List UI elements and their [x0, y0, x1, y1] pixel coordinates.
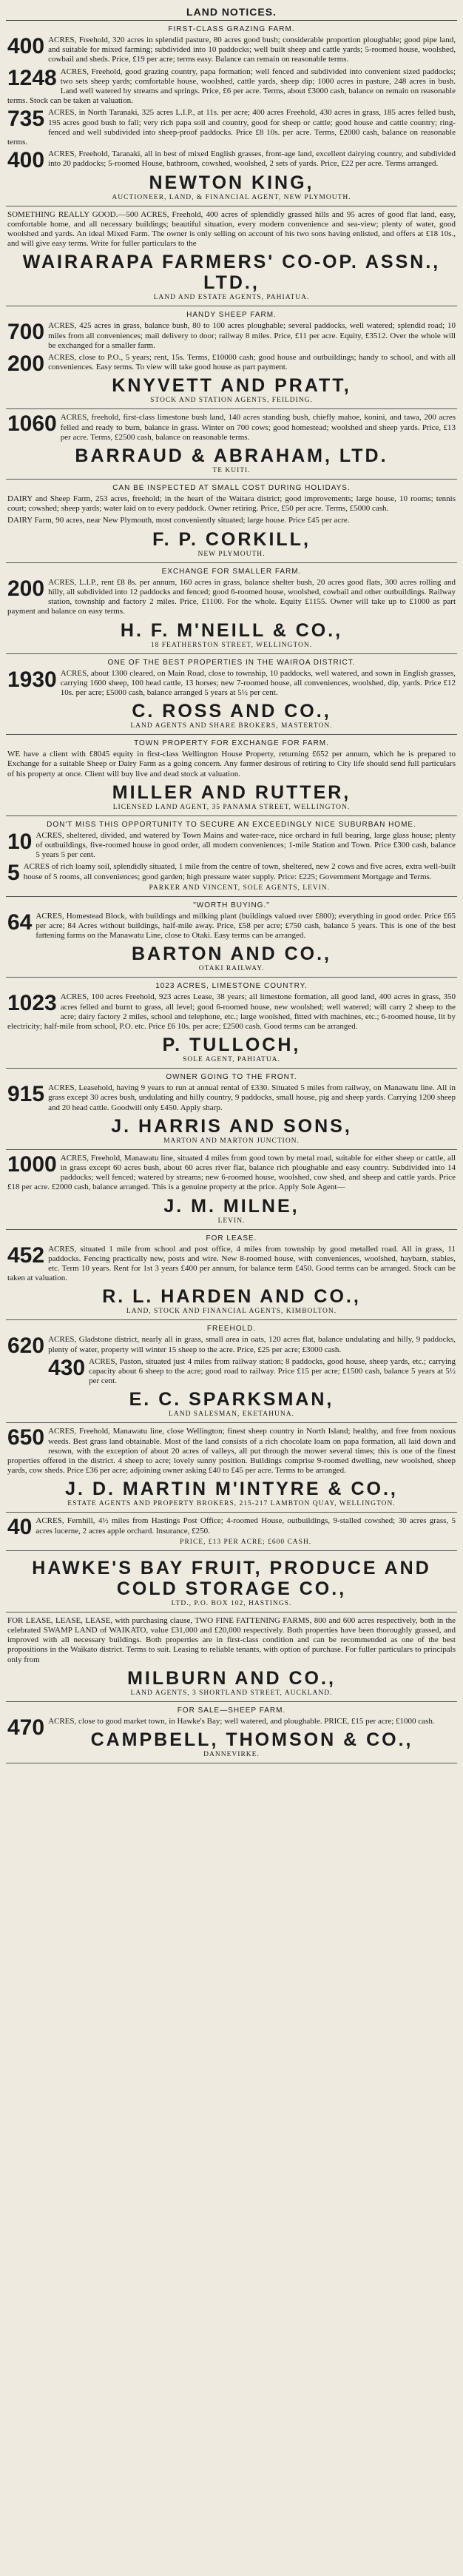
agent-name: J. HARRIS AND SONS,	[111, 1115, 352, 1137]
listing-text: ACRES, Freehold, good grazing country, papa formation; well fenced and subdivided into convenient sized paddocks; two sets sheep yards; comfortable house, woolshed, cattle yards, sheep dip; 1000 acres in pasture, 248 acres in bush. Land well watered by streams and springs. Price, £6 per acre. Terms, about £3000 cash, balance on remain on reasonable terms. Stock can be taken at valuation.	[7, 67, 456, 106]
listing-text: ACRES, close to good market town, in Hawke's Bay; well watered, and ploughable. PRICE, £15 per acre; £1000 cash.	[48, 1716, 435, 1726]
agent-address: LTD., P.O. BOX 102, HASTINGS.	[171, 1599, 292, 1607]
agent-address: AUCTIONEER, LAND, & FINANCIAL AGENT, NEW PLYMOUTH.	[112, 193, 351, 201]
ad-heading: DON'T MISS THIS OPPORTUNITY TO SECURE AN EXCEEDINGLY NICE SUBURBAN HOME.	[47, 820, 416, 829]
listing	[7, 67, 456, 107]
advertisement	[6, 897, 457, 978]
listing-text: ACRES, L.I.P., rent £8 8s. per annum, 160 acres in grass, balance shelter bush, 20 acres good flats, 300 acres rolling and hilly, all subdivided into 12 paddocks and fenced; good 6-roomed house, woolshed, cowbail and other outbuildings. Railway station, township and factory 2 miles. Price, £1100. For the whole. Equity £1155. Owner will take up to £1000 as part payment and balance on easy terms.	[7, 577, 456, 616]
agent-name: H. F. M'NEILL & CO.,	[120, 619, 343, 641]
agent-address: LEVIN.	[217, 1217, 246, 1225]
listing-text: ACRES, 425 acres in grass, balance bush, 80 to 100 acres ploughable; several paddocks, well watered; splendid road; 10 miles from all conveniences; mail delivery to door; railway 8 miles. Price, £11 per acre. Equity, £3512. Over the whole will be exchanged for a smaller farm.	[48, 321, 456, 350]
listing	[7, 861, 456, 886]
listing-acreage: 10	[7, 829, 33, 854]
listing	[7, 831, 456, 861]
listing-text: ACRES, in North Taranaki, 325 acres L.I.P., at 11s. per acre; 400 acres Freehold, 430 acres in grass, 185 acres felled bush, 195 acres good bush to fall; very rich papa soil and country, good for sheep or cattle; good house and cattle country; ring-fenced and well subdivided into sheep-proof paddocks. Price £8 10s. per acre. Terms, £2000 cash, balance on reasonable terms.	[7, 108, 456, 147]
agent-name: MILBURN AND CO.,	[127, 1667, 336, 1689]
listing	[7, 108, 456, 147]
advertisement	[6, 735, 457, 816]
listing	[7, 992, 456, 1032]
listing-text: ACRES, situated 1 mile from school and post office, 4 miles from township by good metalled road. All in grass, 11 paddocks. Fencing practically new, posts and wire. New 8-roomed house, with conveniences, woolshed, haybarn, stables, etc. Term 10 years. Rent for 1st 3 years £400 per annum, for balance term £450. Good terms can be arranged. Stock can be taken at valuation.	[7, 1244, 456, 1283]
advertisement	[6, 1551, 457, 1612]
agent-address: PRICE, £13 PER ACRE; £600 CASH.	[180, 1538, 312, 1546]
advertisement	[6, 480, 457, 563]
agent-address: LICENSED LAND AGENT, 35 PANAMA STREET, WELLINGTON.	[112, 803, 351, 811]
agent-address: LAND AND ESTATE AGENTS, PAHIATUA.	[153, 294, 310, 302]
advertisement	[6, 1612, 457, 1702]
agent-name: HAWKE'S BAY FRUIT, PRODUCE AND COLD STORAGE CO.,	[32, 1557, 431, 1599]
listing-text: ACRES, Leasehold, having 9 years to run at annual rental of £330. Situated 5 miles from railway, on Manawatu line. All in grass except 30 acres bush, undulating and hilly country, 9 paddocks, small house, pig and sheep yards. Carrying 1200 sheep and 20 head cattle. Goodwill only £450. Apply sharp.	[48, 1083, 456, 1112]
listing	[7, 909, 456, 941]
listing	[7, 516, 456, 525]
advertisements	[6, 21, 457, 1763]
listing-acreage: 1000	[7, 1151, 57, 1177]
advertisement	[6, 306, 457, 409]
agent-name: WAIRARAPA FARMERS' CO-OP. ASSN., LTD.,	[22, 252, 441, 294]
listing-text: DAIRY Farm, 90 acres, near New Plymouth, most conveniently situated; large house. Price £45 per acre.	[7, 516, 350, 525]
listing-text: WE have a client with £8045 equity in first-class Wellington House Property, returning £652 per annum, which he is prepared to Exchange for a suitable Sheep or Dairy Farm as a going concern. Any farmer desirous of retiring to City life should send full particulars of his property at once. Client will buy live and dead stock at valuation.	[7, 750, 456, 778]
ad-heading: "WORTH BUYING."	[193, 901, 270, 909]
listing-text: ACRES, 100 acres Freehold, 923 acres Lease, 38 years; all limestone formation, all good land, 400 acres in grass, 350 acres felled and burnt to grass, all level; good 6-roomed house, new woolshed; well watered; will carry 2 sheep to the acre; dairy factory 2 miles, school and telephone, etc.; large woolshed, fitted with machines, etc.; 6-roomed house, lit by electricity; half-mile from school, P.O. etc. Price £6 10s. per acre; £2500 cash. Good terms can be arranged.	[7, 992, 456, 1031]
agent-name: C. ROSS AND CO.,	[132, 701, 331, 722]
ad-heading: CAN BE INSPECTED AT SMALL COST DURING HOLIDAYS.	[112, 484, 351, 493]
advertisement	[6, 1320, 457, 1423]
agent-address: NEW PLYMOUTH.	[197, 550, 266, 558]
listing-text: ACRES, sheltered, divided, and watered by Town Mains and water-race, nice orchard in full bearing, large glass house; plenty of outbuildings, five-roomed house in good order, all modern conveniences; 1-mile Station and Town. Price £300 cash, balance 5 years 5 per cent.	[36, 830, 456, 860]
agent-address: MARTON AND MARTON JUNCTION.	[163, 1137, 300, 1145]
ad-heading: FOR LEASE.	[206, 1234, 257, 1242]
listing	[7, 148, 456, 173]
listing	[7, 321, 456, 351]
ad-heading: EXCHANGE FOR SMALLER FARM.	[161, 567, 302, 576]
listing-acreage: 64	[7, 909, 33, 935]
ad-heading: FREEHOLD.	[206, 1325, 257, 1334]
listing	[7, 1242, 456, 1284]
ad-heading: HANDY SHEEP FARM.	[186, 311, 277, 320]
listing-acreage: 1248	[7, 65, 57, 90]
agent-name: J. D. MARTIN M'INTYRE & CO.,	[65, 1479, 398, 1500]
advertisement	[6, 1150, 457, 1230]
listing-acreage: 400	[7, 34, 45, 58]
agent-address: STOCK AND STATION AGENTS, FEILDING.	[150, 397, 313, 405]
listing	[7, 413, 456, 443]
listing-acreage: 430	[48, 1355, 86, 1380]
advertisement	[6, 21, 457, 206]
ad-heading: FOR SALE—SHEEP FARM.	[177, 1706, 286, 1715]
listing-text: ACRES, Freehold, Manawatu line, close Wellington; finest sheep country in North Island; healthy, and free from noxious weeds. Best grass land obtainable. Most of the land consists of a rich chocolate loam on papa formation, all laid down and resown, with the exception of about 20 acres of valleys, all put through the mower several times; this is one of the finest properties offered in the district. 4 sheep to acre; lovely sunny position. Buildings comprise 9-roomed dwelling, new woolshed, sheep yards, cow sheds. Price £36 per acre; adjoining owner asking £40 to £45 per acre. Terms to be arranged.	[7, 1427, 456, 1476]
listing-text: ACRES, Fernhill, 4½ miles from Hastings Post Office; 4-roomed House, outbuildings, 9-stalled cowshed; 30 acres grass, 5 acres lucerne, 2 acres apple orchard. Insurance, £250.	[36, 1516, 456, 1536]
agent-address: 18 FEATHERSTON STREET, WELLINGTON.	[150, 641, 313, 649]
advertisement	[6, 816, 457, 897]
ad-heading: OWNER GOING TO THE FRONT.	[166, 1073, 297, 1082]
agent-address: PARKER AND VINCENT, SOLE AGENTS, LEVIN.	[149, 884, 331, 892]
agent-address: DANNEVIRKE.	[203, 1751, 260, 1759]
listing	[7, 1083, 456, 1113]
agent-address: SOLE AGENT, PAHIATUA.	[183, 1056, 280, 1064]
advertisement	[6, 1230, 457, 1321]
agent-name: R. L. HARDEN AND CO.,	[102, 1286, 361, 1308]
listing-acreage: 915	[7, 1082, 45, 1107]
listing-text: ACRES, Freehold, Manawatu line, situated 4 miles from good town by metal road, suitable for either sheep or cattle, all in grass except 60 acres bush, about 60 acres river flat, balance rich ploughable and easy country. Subdivided into 14 paddocks; well fenced; watered by streams; new 6-roomed house, woolshed, cow shed, and sheep and cattle yards. Price £18 per acre. £2000 cash, balance arranged. This is a genuine property at the price. Apply Sole Agent—	[7, 1153, 456, 1192]
ad-heading: TOWN PROPERTY FOR EXCHANGE FOR FARM.	[134, 739, 329, 748]
listing-acreage: 40	[7, 1515, 33, 1540]
agent-address: LAND AGENTS AND SHARE BROKERS, MASTERTON.	[130, 722, 333, 730]
listing-acreage: 5	[7, 861, 20, 886]
agent-name: P. TULLOCH,	[162, 1035, 301, 1056]
advertisement	[6, 1702, 457, 1763]
listing	[7, 1151, 456, 1193]
ad-heading: 1023 ACRES, LIMESTONE COUNTRY.	[155, 982, 308, 991]
agent-address: TE KUITI.	[212, 467, 251, 475]
ad-heading: ONE OF THE BEST PROPERTIES IN THE WAIROA DISTRICT.	[107, 658, 356, 667]
listing	[7, 494, 456, 514]
listing-text: ACRES of rich loamy soil, splendidly situated, 1 mile from the centre of town, sheltered, new 2 cows and five acres, extra well-built house of 5 rooms, all conveniences; good garden; high pressure water supply. Price: £225; Government Mortgage and Terms.	[23, 862, 456, 881]
listing-acreage: 700	[7, 320, 45, 345]
listing	[7, 210, 456, 249]
listing-acreage: 1060	[7, 411, 57, 437]
advertisement	[6, 1069, 457, 1150]
advertisement	[6, 1513, 457, 1550]
advertisement	[6, 206, 457, 307]
listing	[7, 36, 456, 65]
listing	[7, 352, 456, 377]
listing-text: ACRES, about 1300 cleared, on Main Road, close to township, 10 paddocks, well watered, and sown in English grasses, carrying 1600 sheep, 100 head cattle, 13 horses; new 7-roomed house, all conveniences, woolshed, dip, yards. Price £12 10s. per acre; £5000 cash, balance arranged 5 years at 5½ per cent.	[60, 668, 456, 697]
agent-name: E. C. SPARKSMAN,	[129, 1389, 334, 1410]
advertisement	[6, 409, 457, 480]
agent-name: BARRAUD & ABRAHAM, LTD.	[75, 445, 388, 467]
listing	[7, 1515, 456, 1540]
listing	[7, 1357, 456, 1387]
agent-name: F. P. CORKILL,	[152, 528, 311, 550]
listing-acreage: 620	[7, 1334, 45, 1359]
listing	[7, 1334, 456, 1359]
listing	[7, 578, 456, 617]
listing-acreage: 452	[7, 1242, 45, 1268]
agent-name: CAMPBELL, THOMSON & CO.,	[90, 1729, 413, 1751]
listing-text: ACRES, close to P.O., 5 years; rent, 15s. Terms, £10000 cash; good house and outbuildings; handy to school, and with all conveniences. Easy terms. To view will take good house as part payment.	[48, 353, 456, 372]
advertisement	[6, 654, 457, 736]
advertisement	[6, 978, 457, 1069]
listing-text: SOMETHING REALLY GOOD.—500 ACRES, Freehold, 400 acres of splendidly grassed hills and 95 acres of good flat land, easy, comfortable home, and all necessary buildings; beautiful situation, every modern convenience and sea-view; plenty of water, good woolshed and yards. An ideal Mixed Farm. The owner is only selling on account of his two sons having enlisted, and offers at £18 10s., and will give easy terms. Write for fuller particulars to the	[7, 209, 456, 249]
listing	[7, 750, 456, 779]
advertisement	[6, 563, 457, 654]
agent-name: BARTON AND CO.,	[132, 944, 331, 965]
agent-address: LAND, STOCK AND FINANCIAL AGENTS, KIMBOLTON.	[126, 1308, 337, 1316]
agent-address: OTAKI RAILWAY.	[198, 965, 265, 973]
agent-address: LAND AGENTS, 3 SHORTLAND STREET, AUCKLAND.	[130, 1689, 333, 1697]
agent-name: NEWTON KING,	[149, 172, 314, 193]
listing-acreage: 650	[7, 1425, 45, 1450]
ad-heading: FIRST-CLASS GRAZING FARM.	[168, 25, 295, 33]
listing-acreage: 735	[7, 107, 45, 132]
listing-text: DAIRY and Sheep Farm, 253 acres, freehold; in the heart of the Waitara district; good improvements; large house, 10 rooms; tennis court; cowshed; sheep yards; water laid on to every paddock. Owner retiring. Price, £50 per acre. Terms, £5000 cash.	[7, 494, 456, 514]
advertisement	[6, 1423, 457, 1513]
land-notices-column	[6, 0, 457, 1763]
listing-text: ACRES, Homestead Block, with buildings and milking plant (buildings valued over £800); everything in good order. Price £65 per acre; 84 Acres without buildings, half-mile away. Price, £58 per acre; £750 cash, balance 5 years. This is one of the best fattening farms on the Manawatu Line, close to Otaki. Easy terms can be arranged.	[36, 911, 456, 941]
listing-acreage: 400	[7, 148, 45, 173]
agent-address: LAND SALESMAN, EKETAHUNA.	[169, 1410, 294, 1419]
agent-name: J. M. MILNE,	[163, 1195, 300, 1217]
listing-text: ACRES, Paston, situated just 4 miles from railway station; 8 paddocks, good house, sheep yards, etc.; carrying capacity about 6 sheep to the acre; good road to railway. Price £15 per acre; £1500 cash, balance 5 years at 5½ per cent.	[89, 1356, 456, 1386]
agent-name: MILLER AND RUTTER,	[112, 781, 351, 803]
listing	[7, 669, 456, 699]
listing-text: ACRES, Freehold, 320 acres in splendid pasture, 80 acres good bush; considerable proportion ploughable; good pipe land, and suitable for mixed farming; subdivided into 10 paddocks; well built sheep and cattle yards; 5-roomed house, woolshed, cowbail and sheds. Price, £19 per acre; terms easy. Balance can remain on reasonable terms.	[48, 36, 456, 64]
agent-name: KNYVETT AND PRATT,	[112, 375, 351, 397]
listing	[7, 1427, 456, 1476]
listing-text: ACRES, Freehold, Taranaki, all in best of mixed English grasses, front-age land, excellent dairying country, and subdivided into 20 paddocks; 5-roomed House, bathroom, cowshed, woolshed, 2 sets of yards. Price, £22 per acre. Terms arranged.	[48, 149, 456, 169]
listing-acreage: 1930	[7, 667, 57, 692]
agent-address: ESTATE AGENTS AND PROPERTY BROKERS, 215-217 LAMBTON QUAY, WELLINGTON.	[67, 1500, 396, 1508]
listing-text: ACRES, freehold, first-class limestone bush land, 140 acres standing bush, chiefly mahoe, konini, and tawa, 200 acres felled and ready to burn, balance in grass. Winter on 700 cows; good homestead; woolshed and sheep yards. Price, £13 per acre. Terms, £2500 cash, balance on reasonable terms.	[60, 413, 456, 442]
listing-text: FOR LEASE, LEASE, LEASE, with purchasing clause, TWO FINE FATTENING FARMS, 800 and 600 acres respectively, both in the celebrated SWAMP LAND of WAIKATO, value £31,000 and £20,000 respectively. Both properties have been thoroughly grassed, and improved with all necessary buildings. Both properties are in first-class condition and can be recommended as one of the best propositions in the Waikato district. Terms to suit. Leasing to reliable tenants, with option of purchase. For fuller particulars to principals only from	[7, 1615, 456, 1664]
listing-acreage: 470	[7, 1715, 45, 1740]
listing-text: ACRES, Gladstone district, nearly all in grass, small area in oats, 120 acres flat, balance undulating and hilly, 9 paddocks, plenty of water, property will winter 15 sheep to the acre. Price, £25 per acre; £3000 cash.	[48, 1335, 456, 1354]
listing-acreage: 200	[7, 576, 45, 601]
listing	[7, 1616, 456, 1665]
listing-acreage: 1023	[7, 991, 57, 1016]
listing-acreage: 200	[7, 352, 45, 377]
masthead-title: LAND NOTICES.	[6, 0, 457, 21]
